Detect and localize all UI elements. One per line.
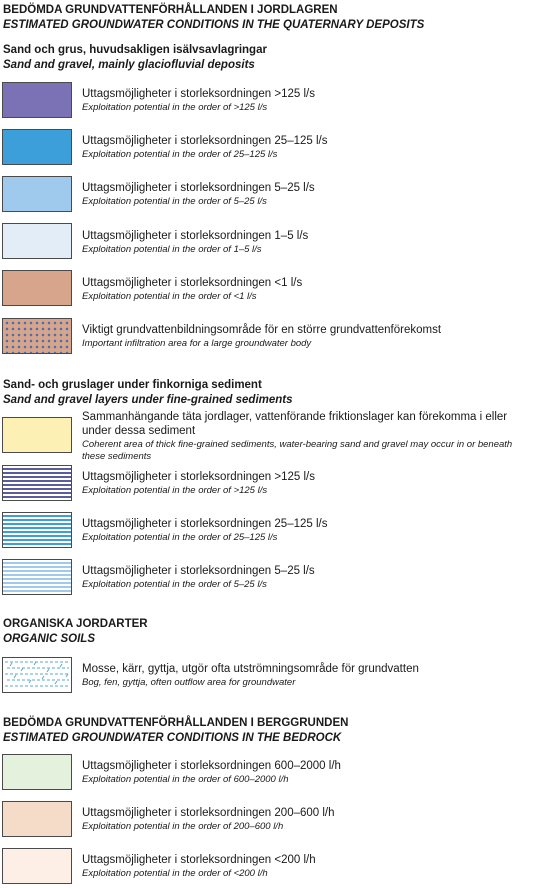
- legend-label-sv: Uttagsmöjligheter i storleksordningen >125 l/s: [82, 471, 315, 483]
- legend-label-sv: Mosse, kärr, gyttja, utgör ofta utströmningsområde för grundvatten: [82, 663, 419, 675]
- legend-swatch-sand-gravel-gt125: [2, 82, 72, 118]
- legend-item-fine-sediments: [82, 410, 532, 463]
- legend-label-en: Important infiltration area for a large groundwater body: [82, 338, 312, 349]
- legend-label-sv: Uttagsmöjligheter i storleksordningen 1–5 l/s: [82, 230, 309, 242]
- legend-label-sv: Viktigt grundvattenbildningsområde för en större grundvattenförekomst: [82, 324, 442, 336]
- legend-label-en: Exploitation potential in the order of <200 l/h: [82, 868, 268, 879]
- legend-label-sv: Uttagsmöjligheter i storleksordningen <200 l/h: [82, 854, 316, 866]
- legend-label-sv: Uttagsmöjligheter i storleksordningen 200–600 l/h: [82, 807, 335, 819]
- legend-swatch-fine-sediments: [2, 417, 72, 453]
- legend-label-en: Exploitation potential in the order of 25–125 l/s: [82, 149, 278, 160]
- legend-swatch-bedrock-200-600: [2, 801, 72, 837]
- legend-item-organic-soils: [82, 662, 532, 689]
- legend-label-en: Exploitation potential in the order of 25–125 l/s: [82, 532, 278, 543]
- legend-swatch-infiltration-area: [2, 318, 72, 354]
- legend-item-sand-gravel-lt1: [82, 276, 532, 303]
- group-title-sand-gravel-sv: Sand och grus, huvudsakligen isälvsavlagringar: [3, 44, 267, 56]
- legend-swatch-bedrock-600-2000: [2, 754, 72, 790]
- legend-label-en: Exploitation potential in the order of 5–25 l/s: [82, 579, 267, 590]
- legend-swatch-sand-gravel-5-25: [2, 176, 72, 212]
- legend-label-sv: Uttagsmöjligheter i storleksordningen <1 l/s: [82, 277, 303, 289]
- legend-item-under-fine-25-125: [82, 517, 532, 544]
- legend-label-en: Exploitation potential in the order of <1 l/s: [82, 291, 257, 302]
- legend-label-en: Coherent area of thick fine-grained sediments, water-bearing sand and gravel may occur in or beneath these sediments: [82, 439, 513, 462]
- legend-label-en: Exploitation potential in the order of >125 l/s: [82, 485, 268, 496]
- legend-swatch-sand-gravel-1-5: [2, 223, 72, 259]
- group-title-sand-gravel-en: Sand and gravel, mainly glaciofluvial deposits: [3, 59, 255, 71]
- section-title-bedrock-en: ESTIMATED GROUNDWATER CONDITIONS IN THE BEDROCK: [3, 732, 342, 744]
- legend-label-sv: Uttagsmöjligheter i storleksordningen 25–125 l/s: [82, 135, 328, 147]
- legend-swatch-under-fine-5-25: [2, 559, 72, 595]
- legend-label-sv: Uttagsmöjligheter i storleksordningen 5–25 l/s: [82, 565, 315, 577]
- section-title-quaternary-en: ESTIMATED GROUNDWATER CONDITIONS IN THE QUATERNARY DEPOSITS: [3, 19, 425, 31]
- legend-label-en: Exploitation potential in the order of 1–5 l/s: [82, 244, 262, 255]
- legend-item-bedrock-lt200: [82, 853, 532, 880]
- legend-label-sv: Uttagsmöjligheter i storleksordningen 5–25 l/s: [82, 182, 315, 194]
- legend-label-en: Exploitation potential in the order of >125 l/s: [82, 102, 268, 113]
- legend-swatch-sand-gravel-25-125: [2, 129, 72, 165]
- legend-label-en: Bog, fen, gyttja, often outflow area for groundwater: [82, 677, 296, 688]
- legend-item-sand-gravel-5-25: [82, 181, 532, 208]
- legend-label-en: Exploitation potential in the order of 200–600 l/h: [82, 821, 284, 832]
- section-title-organic-en: ORGANIC SOILS: [3, 633, 96, 645]
- legend-label-sv: Sammanhängande täta jordlager, vattenförande friktionslager kan förekomma i eller under dessa sediment: [82, 411, 508, 437]
- legend-item-sand-gravel-1-5: [82, 229, 532, 256]
- group-title-under-fine-en: Sand and gravel layers under fine-grained sediments: [3, 394, 293, 406]
- legend-swatch-organic-soils: [2, 657, 72, 693]
- legend-label-en: Exploitation potential in the order of 5–25 l/s: [82, 196, 267, 207]
- legend-swatch-under-fine-25-125: [2, 512, 72, 548]
- legend-swatch-bedrock-lt200: [2, 848, 72, 884]
- legend-item-infiltration-area: [82, 323, 532, 350]
- legend-label-sv: Uttagsmöjligheter i storleksordningen 25–125 l/s: [82, 518, 328, 530]
- legend-swatch-under-fine-gt125: [2, 465, 72, 501]
- legend-item-bedrock-200-600: [82, 806, 532, 833]
- legend-label-en: Exploitation potential in the order of 600–2000 l/h: [82, 774, 289, 785]
- legend-item-bedrock-600-2000: [82, 759, 532, 786]
- legend-item-under-fine-5-25: [82, 564, 532, 591]
- legend-item-under-fine-gt125: [82, 470, 532, 497]
- legend-item-sand-gravel-25-125: [82, 134, 532, 161]
- legend-label-sv: Uttagsmöjligheter i storleksordningen 600–2000 l/h: [82, 760, 341, 772]
- legend-item-sand-gravel-gt125: [82, 87, 532, 114]
- section-title-organic-sv: ORGANISKA JORDARTER: [3, 618, 148, 630]
- marsh-pattern-icon: [3, 658, 71, 692]
- group-title-under-fine-sv: Sand- och gruslager under finkorniga sediment: [3, 379, 262, 391]
- legend-label-sv: Uttagsmöjligheter i storleksordningen >125 l/s: [82, 88, 315, 100]
- section-title-quaternary-sv: BEDÖMDA GRUNDVATTENFÖRHÅLLANDEN I JORDLAGREN: [3, 4, 338, 16]
- section-title-bedrock-sv: BEDÖMDA GRUNDVATTENFÖRHÅLLANDEN I BERGGRUNDEN: [3, 717, 349, 729]
- legend-swatch-sand-gravel-lt1: [2, 270, 72, 306]
